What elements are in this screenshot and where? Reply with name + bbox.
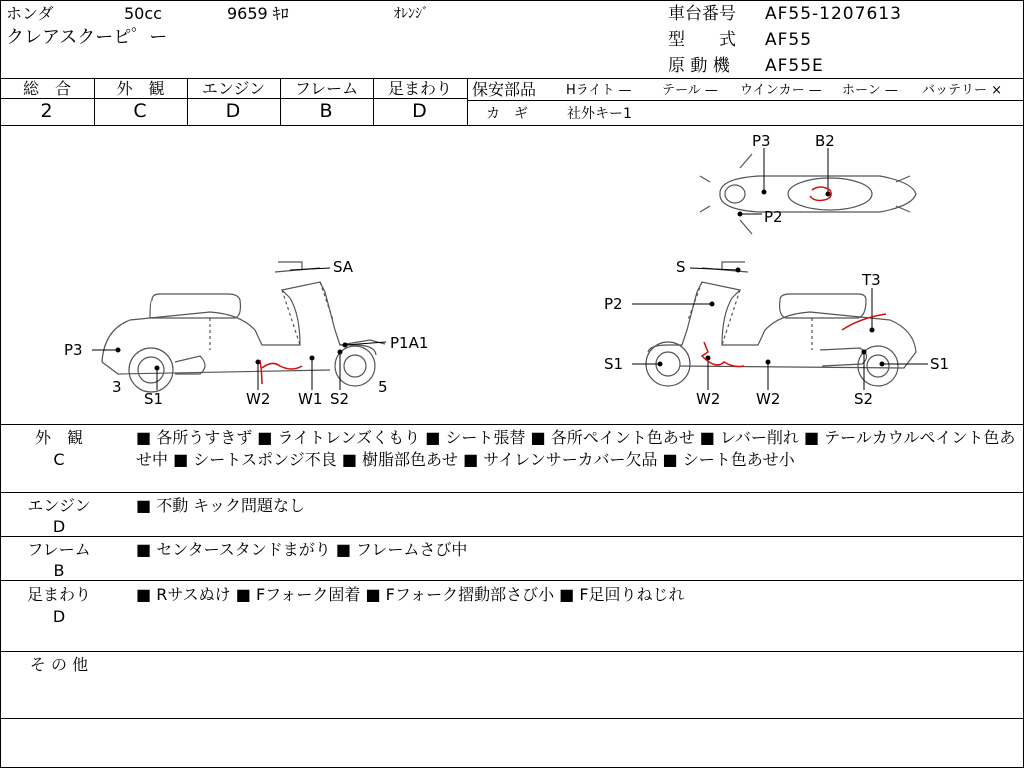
label-p1a1: P1A1 (390, 334, 429, 352)
exterior-label: 外 観 (116, 79, 165, 98)
label-s1-right-rear: S1 (930, 355, 950, 373)
divider (0, 492, 1024, 493)
suspension-score: D (412, 100, 428, 122)
frame-no-label: 車台番号 (668, 4, 736, 24)
label-p2-top: P2 (764, 208, 783, 226)
remark-engine-grade: D (52, 517, 66, 536)
safety-winker: ウインカー — (740, 83, 822, 98)
label-w2-right-b: W2 (756, 390, 781, 408)
label-w2-left: W2 (246, 390, 271, 408)
model-name: クレアスクーピ゜ー (6, 27, 168, 48)
displacement: 50cc (124, 4, 162, 23)
suspension-label: 足まわり (387, 79, 452, 98)
divider (0, 98, 467, 99)
divider (0, 718, 1024, 719)
engine-score: D (225, 100, 242, 122)
label-s: S (676, 258, 686, 276)
label-s1-right-front: S1 (604, 355, 624, 373)
label-p3-left: P3 (64, 341, 83, 359)
label-5: 5 (378, 378, 388, 396)
maker: ホンダ (6, 4, 54, 23)
key-value: 社外キー1 (567, 106, 632, 122)
safety-taillight: テール — (662, 83, 718, 98)
label-s2-right: S2 (854, 390, 874, 408)
label-p3-right: P3 (752, 132, 771, 150)
exterior-score: C (133, 100, 148, 122)
safety-label: 保安部品 (472, 80, 537, 99)
remark-suspension-label: 足まわり (26, 585, 91, 604)
remark-exterior-grade: C (53, 450, 65, 469)
safety-horn: ホーン — (842, 83, 898, 98)
damage-marks (260, 187, 886, 384)
label-sa: SA (333, 258, 354, 276)
frame-label: フレーム (294, 79, 359, 98)
frame-no-value: AF55-1207613 (765, 4, 902, 24)
safety-headlight: Hライト — (566, 83, 632, 98)
left-side-scooter (102, 262, 385, 392)
frame-score: B (319, 100, 334, 122)
label-b2: B2 (815, 132, 835, 150)
remark-frame-label: フレーム (27, 540, 91, 559)
engine-model-label: 原 動 機 (668, 56, 730, 76)
divider (0, 580, 1024, 581)
top-view-scooter (700, 154, 916, 234)
type-value: AF55 (765, 30, 813, 50)
remark-exterior-label: 外 観 (34, 428, 83, 447)
remark-frame-grade: B (53, 561, 65, 580)
engine-model-value: AF55E (765, 56, 824, 76)
divider (0, 424, 1024, 425)
type-label: 型 式 (668, 30, 736, 50)
remark-exterior-text: ■ 各所うすきず ■ ライトレンズくもり ■ シート張替 ■ 各所ペイント色あせ ■ レバー削れ ■ テールカウルペイント色あせ中 ■ シートスポンジ不良 ■ 樹脂部色あせ ■ サイレンサーカバー欠品 ■ シート色あせ小 (136, 428, 1016, 469)
left-labels (64, 258, 428, 408)
label-s1-left: S1 (144, 390, 164, 408)
divider (0, 651, 1024, 652)
label-t3: T3 (862, 271, 881, 289)
label-w1: W1 (298, 390, 323, 408)
key-label: カ ギ (486, 106, 528, 122)
color: ｵﾚﾝｼﾞ (394, 6, 429, 22)
label-s2-left: S2 (330, 390, 350, 408)
label-3: 3 (112, 378, 122, 396)
label-p2-side: P2 (604, 295, 623, 313)
divider (467, 78, 468, 125)
overall-label: 総 合 (22, 79, 71, 98)
label-w2-right-a: W2 (696, 390, 721, 408)
damage-diagram (0, 126, 1024, 424)
engine-label: エンジン (201, 79, 266, 98)
divider (0, 536, 1024, 537)
mileage: 9659 ｷﾛ (227, 4, 289, 23)
remark-other-label: そ の 他 (29, 655, 89, 674)
remark-suspension-text: ■ Rサスぬけ ■ Fフォーク固着 ■ Fフォーク摺動部さび小 ■ F足回りねじれ (136, 585, 685, 604)
damage-scratch-left (260, 360, 302, 384)
remark-frame-text: ■ センタースタンドまがり ■ フレームさび中 (136, 540, 468, 559)
divider (467, 100, 1024, 101)
overall-score: 2 (40, 100, 54, 122)
safety-battery: バッテリー × (922, 83, 1003, 98)
remark-engine-label: エンジン (27, 496, 91, 515)
remark-suspension-grade: D (52, 607, 66, 626)
remark-engine-text: ■ 不動 キック問題なし (136, 496, 305, 515)
